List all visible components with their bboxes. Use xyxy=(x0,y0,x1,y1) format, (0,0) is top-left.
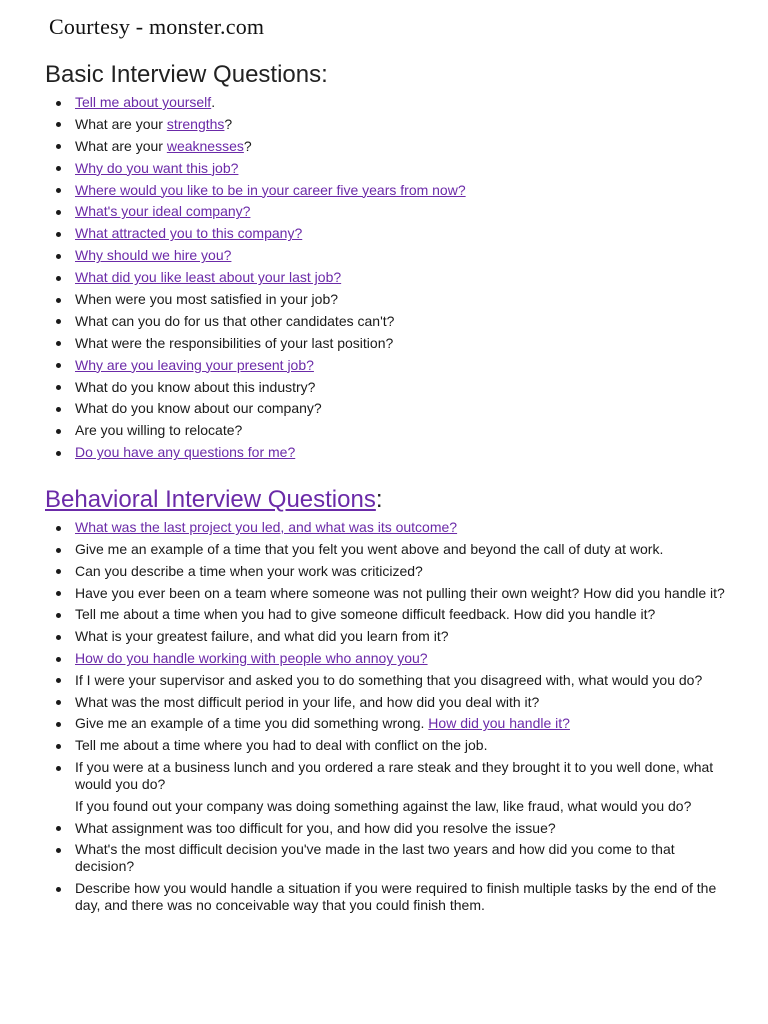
behavioral-questions-heading xyxy=(45,483,735,517)
heading-colon: : xyxy=(375,486,383,514)
question-link[interactable]: What's your ideal company? xyxy=(75,203,251,220)
question-item xyxy=(75,182,735,199)
question-text: If I were your supervisor and asked you to do something that you disagreed with, what would you do? xyxy=(75,671,703,688)
question-text: If you were at a business lunch and you ordered a rare steak and they brought it to you well done, what would you do? xyxy=(75,759,714,793)
question-link[interactable]: What was the last project you led, and what was its outcome? xyxy=(75,519,458,536)
question-item xyxy=(75,313,735,330)
question-punctuation: ? xyxy=(243,137,252,154)
question-item xyxy=(75,820,735,837)
question-item xyxy=(75,160,735,177)
question-text: When were you most satisfied in your job? xyxy=(75,291,339,308)
question-link[interactable]: Tell me about yourself xyxy=(75,94,212,110)
question-text: What can you do for us that other candidates can't? xyxy=(75,312,395,329)
question-punctuation: ? xyxy=(224,115,233,132)
question-link[interactable]: What did you like least about your last job? xyxy=(75,269,342,286)
question-text: What was the most difficult period in your life, and how did you deal with it? xyxy=(75,693,540,710)
question-text: Can you describe a time when your work was criticized? xyxy=(75,562,423,579)
behavioral-questions-heading-link[interactable]: Behavioral Interview Questions xyxy=(45,486,376,514)
question-item xyxy=(75,841,735,875)
question-text: What were the responsibilities of your last position? xyxy=(75,334,394,351)
question-text: Have you ever been on a team where someone was not pulling their own weight? How did you handle it? xyxy=(75,584,725,601)
question-text: Describe how you would handle a situation if you were required to finish multiple tasks by the end of the day, and there was no conceivable way that you could finish them. xyxy=(75,880,717,914)
basic-questions-heading: Basic Interview Questions: xyxy=(45,61,328,88)
question-item xyxy=(75,606,735,623)
question-item xyxy=(75,116,735,133)
question-link[interactable]: weaknesses xyxy=(166,137,244,154)
question-text: What's the most difficult decision you've made in the last two years and how did you come to that decision? xyxy=(75,841,675,875)
question-item xyxy=(75,694,735,711)
basic-questions-section xyxy=(45,58,735,461)
question-text: What are your xyxy=(75,115,167,132)
question-item xyxy=(75,269,735,286)
behavioral-questions-section xyxy=(45,483,735,914)
question-link[interactable]: Why do you want this job? xyxy=(75,159,239,176)
question-text: What assignment was too difficult for you, and how did you resolve the issue? xyxy=(75,819,556,836)
question-text: Give me an example of a time that you felt you went above and beyond the call of duty at work. xyxy=(75,541,664,558)
question-link[interactable]: How do you handle working with people who annoy you? xyxy=(75,650,428,667)
behavioral-questions-list xyxy=(45,519,735,914)
question-item xyxy=(75,379,735,396)
question-link[interactable]: Why are you leaving your present job? xyxy=(75,356,314,373)
question-link[interactable]: Do you have any questions for me? xyxy=(75,444,296,461)
question-text: What is your greatest failure, and what did you learn from it? xyxy=(75,628,449,645)
question-link[interactable]: What attracted you to this company? xyxy=(75,225,303,242)
question-item xyxy=(75,672,735,689)
question-text: What are your xyxy=(75,137,167,154)
question-item xyxy=(75,203,735,220)
question-item xyxy=(75,563,735,580)
question-item xyxy=(75,357,735,374)
question-text: What do you know about our company? xyxy=(75,400,322,417)
question-item xyxy=(75,798,735,815)
question-item xyxy=(75,519,735,536)
question-item xyxy=(75,247,735,264)
question-item xyxy=(75,628,735,645)
question-link[interactable]: Where would you like to be in your career five years from now? xyxy=(75,181,466,198)
question-link[interactable]: How did you handle it? xyxy=(428,715,570,732)
document-body xyxy=(45,58,735,919)
basic-questions-list xyxy=(45,94,735,461)
courtesy-credit: Courtesy - monster.com xyxy=(49,14,265,39)
question-item xyxy=(75,759,735,793)
question-item xyxy=(75,138,735,155)
question-item xyxy=(75,715,735,732)
question-item xyxy=(75,650,735,667)
question-punctuation: . xyxy=(211,94,216,110)
question-link[interactable]: Why should we hire you? xyxy=(75,247,232,264)
question-item xyxy=(75,880,735,914)
question-text: Tell me about a time where you had to deal with conflict on the job. xyxy=(75,737,488,754)
question-text: Tell me about a time when you had to give someone difficult feedback. How did you handle it? xyxy=(75,606,656,623)
question-item xyxy=(75,444,735,461)
question-item xyxy=(75,291,735,308)
question-text: Are you willing to relocate? xyxy=(75,422,243,439)
question-link[interactable]: strengths xyxy=(166,115,225,132)
question-item xyxy=(75,585,735,602)
question-item xyxy=(75,94,735,111)
question-text: If you found out your company was doing something against the law, like fraud, what would you do? xyxy=(75,797,692,814)
question-item xyxy=(75,737,735,754)
question-item xyxy=(75,335,735,352)
question-item xyxy=(75,225,735,242)
question-item xyxy=(75,400,735,417)
question-text: What do you know about this industry? xyxy=(75,378,316,395)
question-item xyxy=(75,422,735,439)
question-item xyxy=(75,541,735,558)
question-text: Give me an example of a time you did something wrong. xyxy=(75,715,429,732)
